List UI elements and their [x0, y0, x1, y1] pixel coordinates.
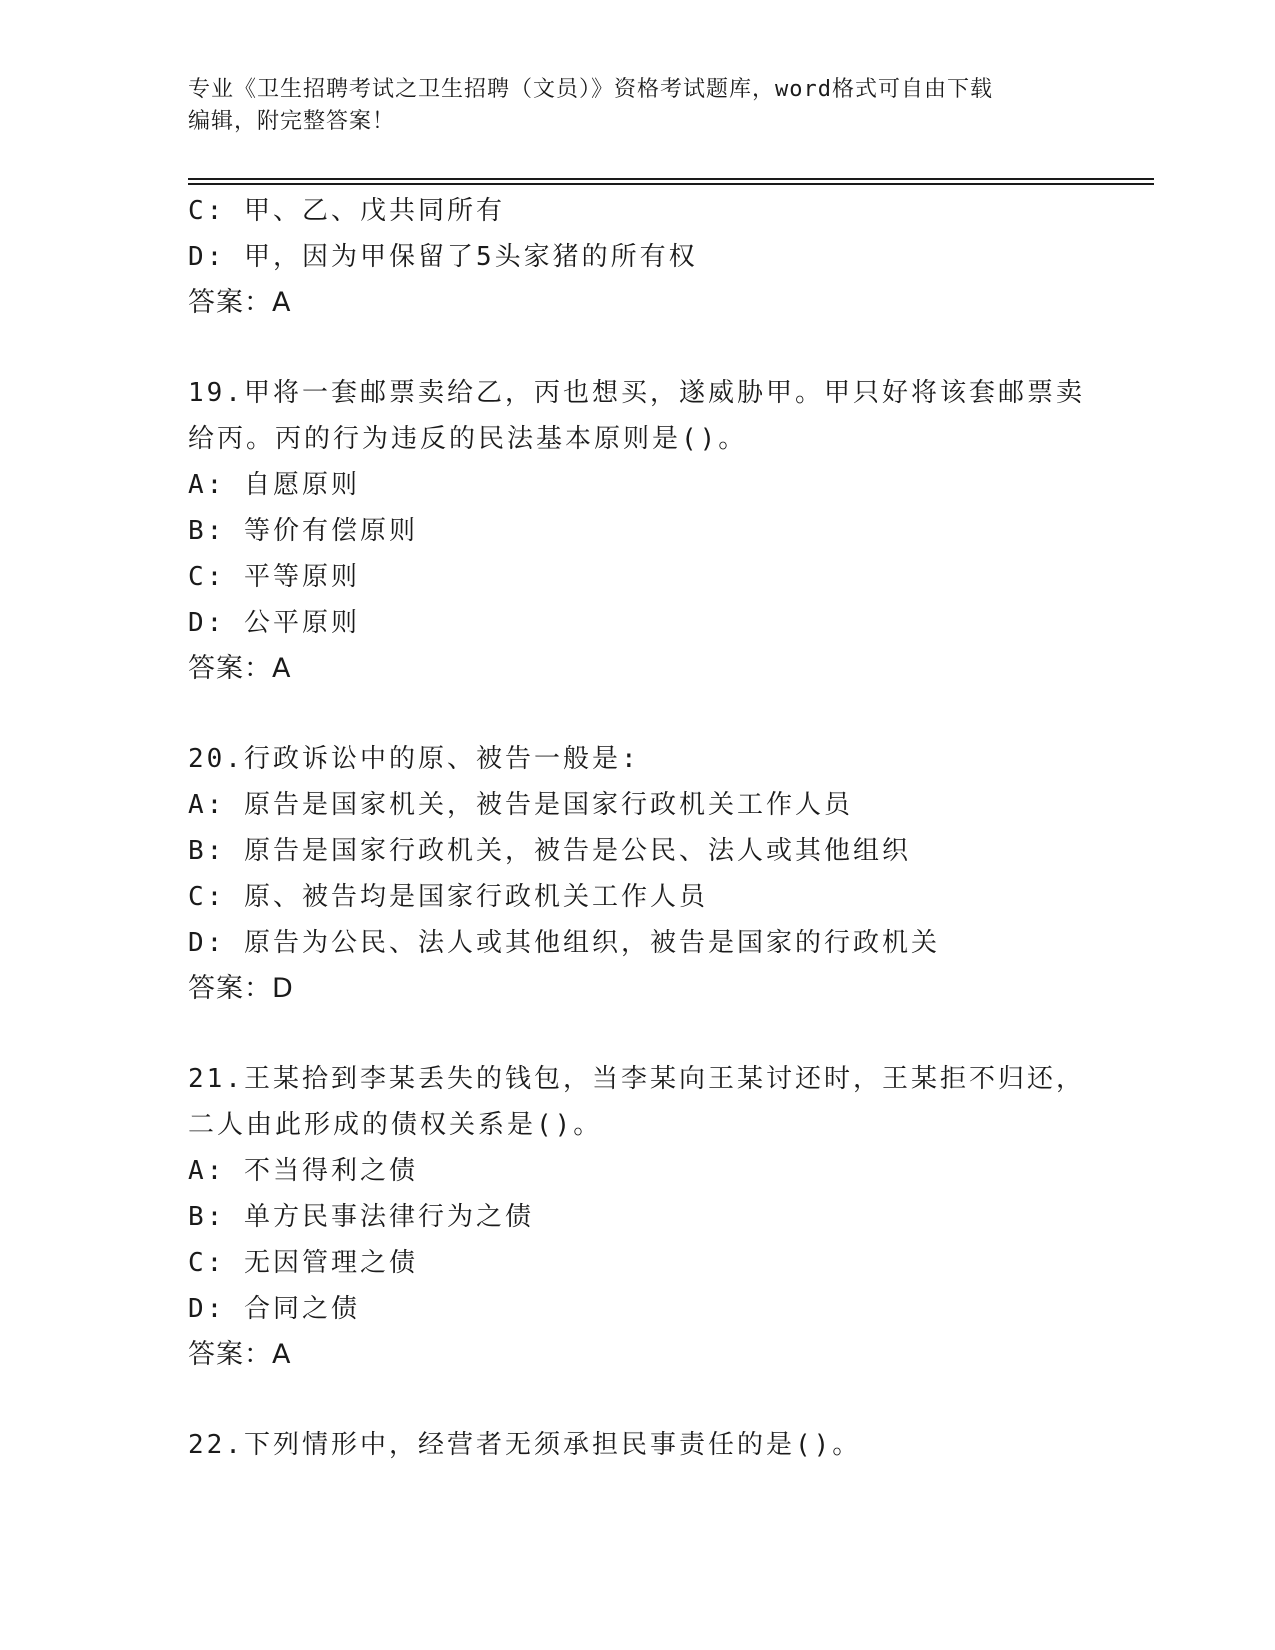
header-line-1: 专业《卫生招聘考试之卫生招聘（文员）》资格考试题库，word格式可自由下载 [188, 77, 993, 102]
question-block-19 [188, 370, 1148, 692]
question-block-22 [188, 1422, 1148, 1468]
option-d: D: 公平原则 [188, 608, 360, 638]
spacer [188, 1012, 1148, 1056]
answer-label: 答案：A [188, 287, 292, 318]
option-c: C: 甲、乙、戊共同所有 [188, 196, 505, 226]
question-stem: 21.王某拾到李某丢失的钱包，当李某向王某讨还时，王某拒不归还， [188, 1064, 1085, 1094]
option-a: A: 不当得利之债 [188, 1156, 418, 1186]
question-block-21 [188, 1056, 1148, 1378]
header-rule-top [188, 178, 1154, 180]
answer-label: 答案：D [188, 973, 294, 1004]
question-block-20 [188, 736, 1148, 1012]
spacer [188, 1378, 1148, 1422]
document-header [188, 74, 1068, 138]
question-stem: 22.下列情形中，经营者无须承担民事责任的是()。 [188, 1430, 862, 1460]
question-stem: 20.行政诉讼中的原、被告一般是: [188, 744, 640, 774]
spacer [188, 692, 1148, 736]
option-b: B: 原告是国家行政机关，被告是公民、法人或其他组织 [188, 836, 911, 866]
header-line-2: 编辑，附完整答案！ [188, 109, 396, 134]
option-c: C: 原、被告均是国家行政机关工作人员 [188, 882, 708, 912]
spacer [188, 326, 1148, 370]
option-a: A: 自愿原则 [188, 470, 360, 500]
option-c: C: 平等原则 [188, 562, 360, 592]
answer-label: 答案：A [188, 653, 292, 684]
option-d: D: 原告为公民、法人或其他组织，被告是国家的行政机关 [188, 928, 940, 958]
answer-label: 答案：A [188, 1339, 292, 1370]
option-b: B: 等价有偿原则 [188, 516, 418, 546]
question-list [188, 188, 1148, 1468]
question-stem: 19.甲将一套邮票卖给乙，丙也想买，遂威胁甲。甲只好将该套邮票卖 [188, 378, 1085, 408]
question-block-18 [188, 188, 1148, 326]
option-d: D: 合同之债 [188, 1294, 360, 1324]
option-b: B: 单方民事法律行为之债 [188, 1202, 534, 1232]
option-c: C: 无因管理之债 [188, 1248, 418, 1278]
question-stem-continued: 二人由此形成的债权关系是()。 [188, 1110, 603, 1140]
option-d: D: 甲，因为甲保留了5头家猪的所有权 [188, 242, 698, 272]
option-a: A: 原告是国家机关，被告是国家行政机关工作人员 [188, 790, 853, 820]
header-rule-bottom [188, 183, 1154, 185]
question-stem-continued: 给丙。丙的行为违反的民法基本原则是()。 [188, 424, 748, 454]
